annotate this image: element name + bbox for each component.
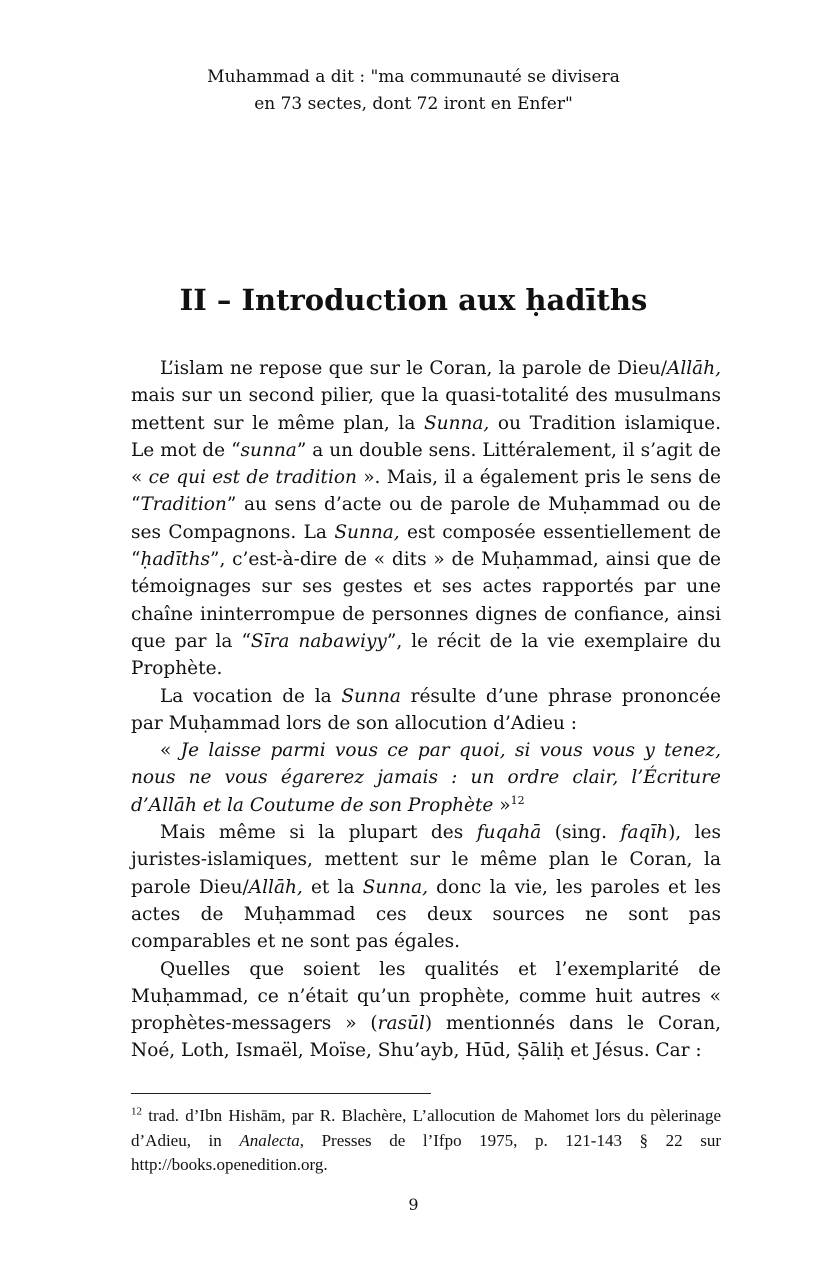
running-header-line-1: Muhammad a dit : "ma communauté se divisera bbox=[207, 67, 620, 87]
quotation: « Je laisse parmi vous ce par quoi, si vous vous y tenez, nous ne vous égarerez jamais : un ordre clair, l’Écriture d’Allāh et la Coutume de son Prophète »$^{12}$ bbox=[131, 740, 721, 816]
paragraph-1: L’islam ne repose que sur le Coran, la parole de Dieu/Allāh, mais sur un second pilier, que la quasi-totalité des musulmans mettent sur le même plan, la Sunna, ou Tradition islamique. Le mot de “sunna” a un double sens. Littéralement, il s’agit de « ce qui est de tradition ». Mais, il a également pris le sens de “Tradition” au sens d’acte ou de parole de Muḥammad ou de ses Compagnons. La Sunna, est composée essentiellement de “ḥadīths”, c’est-à-dire de « dits » de Muḥammad, ainsi que de témoignages sur ses gestes et ses actes rapportés par une chaîne ininterrompue de personnes dignes de confiance, ainsi que par la “Sīra nabawiyy”, le récit de la vie exemplaire du Prophète. bbox=[131, 358, 721, 680]
paragraph-2: La vocation de la Sunna résulte d’une phrase prononcée par Muḥammad lors de son allocution d’Adieu : bbox=[131, 685, 721, 734]
chapter-title: II – Introduction aux ḥadīths bbox=[179, 283, 648, 317]
footnote-number: 12 bbox=[131, 1105, 142, 1118]
footnote-divider bbox=[131, 1093, 431, 1094]
footnote-reference: 12 bbox=[510, 793, 525, 807]
paragraph-4: Quelles que soient les qualités et l’exemplarité de Muḥammad, ce n’était qu’un prophète, comme huit autres « prophètes-messagers » (rasūl) mentionnés dans le Coran, Noé, Loth, Ismaël, Moïse, Shu’ayb, Hūd, Ṣāliḥ et Jésus. Car : bbox=[131, 958, 721, 1062]
running-header bbox=[0, 64, 827, 118]
running-header-line-2: en 73 sectes, dont 72 iront en Enfer" bbox=[254, 94, 573, 114]
footnote-12: $^{12}$ trad. d’Ibn Hishām, par R. Blachère, L’allocution de Mahomet lors du pèlerinage d’Adieu, in Analecta, Presses de l’Ifpo 1975, p. 121-143 § 22 sur http://books.openedition.org. bbox=[131, 1105, 721, 1174]
page-number: 9 bbox=[408, 1195, 419, 1214]
paragraph-3: Mais même si la plupart des fuqahā (sing. faqīh), les juristes-islamiques, mettent sur le même plan le Coran, la parole Dieu/Allāh, et la Sunna, donc la vie, les paroles et les actes de Muḥammad ces deux sources ne sont pas comparables et ne sont pas égales. bbox=[131, 822, 721, 953]
body-text bbox=[131, 355, 721, 1065]
